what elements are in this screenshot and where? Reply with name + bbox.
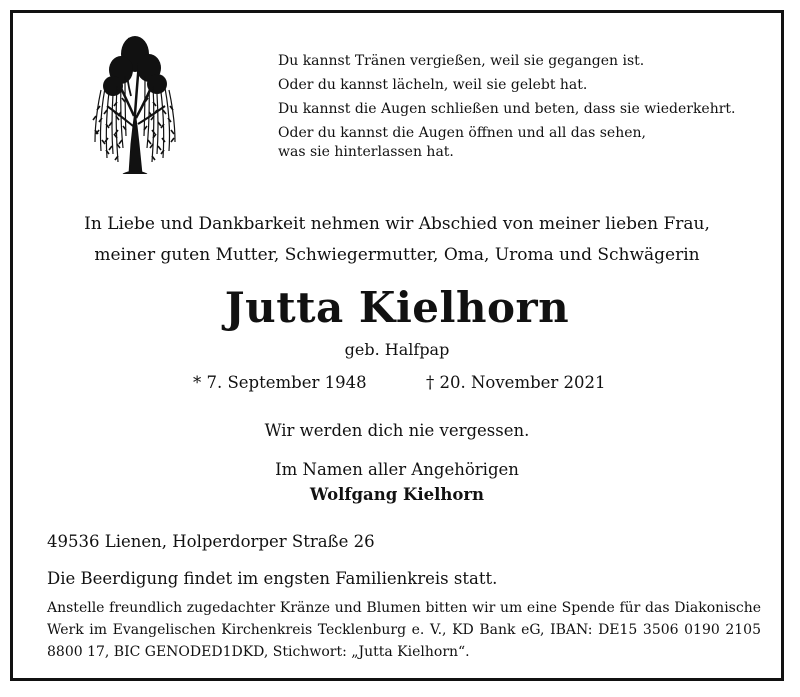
donation-note: Anstelle freundlich zugedachter Kränze und Blumen bitten wir um eine Spende für das Diakonische Werk im Evangelischen Kirchenkreis Tecklenburg e. V., KD Bank eG, IBAN: DE15 3506 0190 2105 8800 17, BIC GENODED1DKD, Stichwort: „Jutta Kielhorn“. — [47, 600, 761, 660]
death-date: † 20. November 2021 — [426, 373, 606, 392]
life-dates — [193, 373, 606, 392]
maiden-name: geb. Halfpap — [344, 340, 450, 359]
obituary-notice — [10, 10, 784, 681]
farewell-text: Wir werden dich nie vergessen. — [264, 421, 530, 440]
intro-line: In Liebe und Dankbarkeit nehmen wir Abschied von meiner lieben Frau, — [84, 214, 710, 234]
intro-text — [13, 209, 781, 271]
poem-line: Oder du kannst lächeln, weil sie gelebt hat. — [278, 77, 588, 93]
poem-line: Oder du kannst die Augen öffnen und all das sehen, — [278, 125, 646, 141]
signoff-line: Im Namen aller Angehörigen — [275, 460, 519, 479]
signoff — [13, 457, 781, 507]
deceased-name: Jutta Kielhorn — [224, 283, 570, 332]
poem-line: Du kannst Tränen vergießen, weil sie gegangen ist. — [278, 53, 645, 69]
intro-line: meiner guten Mutter, Schwiegermutter, Oma, Uroma und Schwägerin — [94, 245, 700, 265]
poem-line: Du kannst die Augen schließen und beten, dass sie wiederkehrt. — [278, 101, 736, 117]
poem — [278, 49, 736, 164]
funeral-note: Die Beerdigung findet im engsten Familienkreis statt. — [47, 569, 498, 588]
address: 49536 Lienen, Holperdorper Straße 26 — [47, 532, 375, 551]
signer-name: Wolfgang Kielhorn — [309, 485, 485, 504]
poem-line: was sie hinterlassen hat. — [278, 144, 454, 160]
weeping-willow-icon — [85, 26, 185, 174]
birth-date: * 7. September 1948 — [193, 373, 367, 392]
